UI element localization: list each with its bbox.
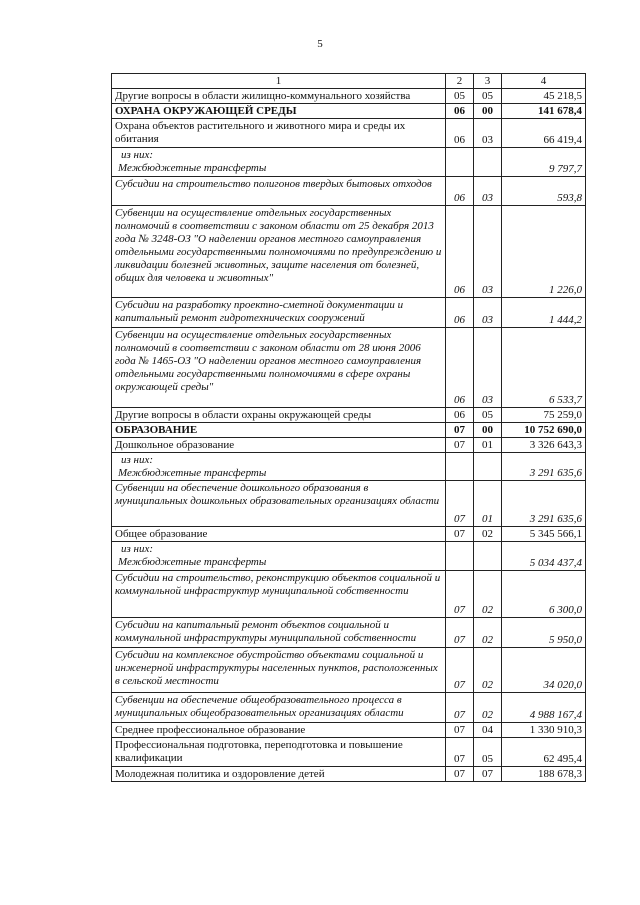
row-name-text: Среднее профессиональное образование bbox=[115, 724, 306, 736]
header-col-name: 1 bbox=[112, 74, 446, 89]
row-name-prefix: из них: bbox=[121, 454, 154, 466]
row-name-text: Молодежная политика и оздоровление детей bbox=[115, 768, 325, 780]
table-row bbox=[112, 481, 586, 527]
row-name-cell bbox=[112, 453, 446, 481]
table-row bbox=[112, 298, 586, 328]
table-row bbox=[112, 527, 586, 542]
row-amount: 4 988 167,4 bbox=[502, 693, 586, 723]
header-col-subsection: 3 bbox=[474, 74, 502, 89]
table-row bbox=[112, 148, 586, 177]
row-amount: 75 259,0 bbox=[502, 408, 586, 423]
table-row bbox=[112, 423, 586, 438]
row-subsection-code: 00 bbox=[474, 104, 502, 119]
row-subsection-code: 03 bbox=[474, 206, 502, 298]
row-amount: 1 444,2 bbox=[502, 298, 586, 328]
row-name-cell bbox=[112, 527, 446, 542]
row-section-code: 07 bbox=[446, 618, 474, 648]
row-name-cell bbox=[112, 298, 446, 328]
row-subsection-code: 03 bbox=[474, 119, 502, 148]
row-section-code: 06 bbox=[446, 177, 474, 206]
row-amount: 6 300,0 bbox=[502, 571, 586, 618]
table-row bbox=[112, 328, 586, 408]
row-subsection-code: 03 bbox=[474, 298, 502, 328]
row-subsection-code: 01 bbox=[474, 438, 502, 453]
row-section-code: 07 bbox=[446, 738, 474, 767]
row-section-code: 06 bbox=[446, 206, 474, 298]
table-row bbox=[112, 89, 586, 104]
table-row bbox=[112, 104, 586, 119]
row-name-text: Дошкольное образование bbox=[115, 439, 235, 451]
row-subsection-code: 05 bbox=[474, 89, 502, 104]
row-section-code: 07 bbox=[446, 438, 474, 453]
row-name-cell bbox=[112, 119, 446, 148]
row-name-cell bbox=[112, 148, 446, 177]
row-section-code: 07 bbox=[446, 693, 474, 723]
table-row bbox=[112, 571, 586, 618]
page-number: 5 bbox=[317, 38, 323, 50]
row-amount: 5 950,0 bbox=[502, 618, 586, 648]
table-row bbox=[112, 119, 586, 148]
row-section-code bbox=[446, 453, 474, 481]
row-name-text: Профессиональная подготовка, переподготовка и повышение квалификации bbox=[115, 739, 403, 764]
budget-table-body bbox=[112, 74, 586, 782]
row-subsection-code: 05 bbox=[474, 738, 502, 767]
row-name-text: Субсидии на комплексное обустройство объектами социальной и инженерной инфраструктуры населенных пунктов, расположенных в сельской местности bbox=[115, 649, 438, 687]
row-name-text: Межбюджетные трансферты bbox=[118, 467, 267, 479]
row-name-cell bbox=[112, 408, 446, 423]
row-amount: 3 291 635,6 bbox=[502, 453, 586, 481]
row-subsection-code: 02 bbox=[474, 618, 502, 648]
row-name-text: Охрана объектов растительного и животного мира и среды их обитания bbox=[115, 120, 406, 145]
table-row bbox=[112, 618, 586, 648]
row-name-text: Общее образование bbox=[115, 528, 208, 540]
table-header-row bbox=[112, 74, 586, 89]
row-section-code: 07 bbox=[446, 767, 474, 782]
row-section-code bbox=[446, 148, 474, 177]
row-name-text: Субвенции на обеспечение общеобразовательного процесса в муниципальных общеобразовательных организациях области bbox=[115, 694, 404, 719]
row-subsection-code: 04 bbox=[474, 723, 502, 738]
header-col-amount: 4 bbox=[502, 74, 586, 89]
row-section-code: 07 bbox=[446, 423, 474, 438]
row-name-cell bbox=[112, 177, 446, 206]
row-amount: 141 678,4 bbox=[502, 104, 586, 119]
row-subsection-code: 07 bbox=[474, 767, 502, 782]
row-subsection-code: 02 bbox=[474, 571, 502, 618]
row-section-code: 07 bbox=[446, 481, 474, 527]
row-section-code: 07 bbox=[446, 648, 474, 693]
row-amount: 1 330 910,3 bbox=[502, 723, 586, 738]
row-subsection-code: 01 bbox=[474, 481, 502, 527]
row-subsection-code: 05 bbox=[474, 408, 502, 423]
row-name-cell bbox=[112, 206, 446, 298]
row-name-cell bbox=[112, 423, 446, 438]
row-amount: 10 752 690,0 bbox=[502, 423, 586, 438]
row-amount: 188 678,3 bbox=[502, 767, 586, 782]
row-name-cell bbox=[112, 104, 446, 119]
row-amount: 34 020,0 bbox=[502, 648, 586, 693]
row-section-code: 06 bbox=[446, 119, 474, 148]
row-amount: 3 291 635,6 bbox=[502, 481, 586, 527]
row-name-prefix: из них: bbox=[121, 149, 154, 161]
row-name-cell bbox=[112, 767, 446, 782]
row-subsection-code: 02 bbox=[474, 648, 502, 693]
table-row bbox=[112, 408, 586, 423]
row-section-code: 05 bbox=[446, 89, 474, 104]
row-name-cell bbox=[112, 648, 446, 693]
row-section-code: 07 bbox=[446, 571, 474, 618]
row-amount: 3 326 643,3 bbox=[502, 438, 586, 453]
row-amount: 9 797,7 bbox=[502, 148, 586, 177]
table-row bbox=[112, 693, 586, 723]
row-amount: 593,8 bbox=[502, 177, 586, 206]
row-name-cell bbox=[112, 542, 446, 571]
table-row bbox=[112, 767, 586, 782]
row-section-code: 06 bbox=[446, 328, 474, 408]
table-row bbox=[112, 438, 586, 453]
row-section-code: 06 bbox=[446, 298, 474, 328]
table-row bbox=[112, 648, 586, 693]
row-section-code: 07 bbox=[446, 723, 474, 738]
row-amount: 5 345 566,1 bbox=[502, 527, 586, 542]
row-name-cell bbox=[112, 723, 446, 738]
row-subsection-code: 02 bbox=[474, 693, 502, 723]
table-row bbox=[112, 738, 586, 767]
row-name-text: Субвенции на осуществление отдельных государственных полномочий в соответствии с законом области от 28 июня 2006 года № 1465-ОЗ "О наделении органов местного самоуправления отдельными государственными полномочиями в сфере охраны окружающей среды" bbox=[115, 329, 422, 393]
table-row bbox=[112, 206, 586, 298]
budget-table bbox=[111, 73, 586, 782]
row-name-text: Другие вопросы в области охраны окружающей среды bbox=[115, 409, 372, 421]
row-name-cell bbox=[112, 738, 446, 767]
row-name-text: Межбюджетные трансферты bbox=[118, 556, 267, 568]
row-name-text: Субсидии на строительство полигонов твердых бытовых отходов bbox=[115, 178, 432, 190]
row-section-code: 06 bbox=[446, 408, 474, 423]
row-amount: 6 533,7 bbox=[502, 328, 586, 408]
row-name-cell bbox=[112, 571, 446, 618]
row-amount: 1 226,0 bbox=[502, 206, 586, 298]
row-name-cell bbox=[112, 89, 446, 104]
row-amount: 66 419,4 bbox=[502, 119, 586, 148]
row-subsection-code bbox=[474, 542, 502, 571]
row-name-text: ОБРАЗОВАНИЕ bbox=[115, 424, 198, 436]
row-name-text: Субвенции на обеспечение дошкольного образования в муниципальных дошкольных образовательных организациях области bbox=[115, 482, 440, 507]
row-subsection-code: 00 bbox=[474, 423, 502, 438]
row-amount: 45 218,5 bbox=[502, 89, 586, 104]
row-subsection-code: 02 bbox=[474, 527, 502, 542]
table-row bbox=[112, 177, 586, 206]
row-name-cell bbox=[112, 328, 446, 408]
row-name-cell bbox=[112, 618, 446, 648]
row-subsection-code bbox=[474, 453, 502, 481]
row-name-cell bbox=[112, 481, 446, 527]
row-subsection-code: 03 bbox=[474, 177, 502, 206]
row-subsection-code bbox=[474, 148, 502, 177]
row-section-code bbox=[446, 542, 474, 571]
row-section-code: 06 bbox=[446, 104, 474, 119]
row-name-text: Субвенции на осуществление отдельных государственных полномочий в соответствии с законом области от 25 декабря 2013 года № 3248-ОЗ "О наделении органов местного самоуправления отдельными государственными полномочиями по предупреждению и ликвидации болезней животных, защите населения от болезней, общих для человека и животных" bbox=[115, 207, 442, 284]
row-section-code: 07 bbox=[446, 527, 474, 542]
row-name-cell bbox=[112, 693, 446, 723]
row-name-text: Межбюджетные трансферты bbox=[118, 162, 267, 174]
row-name-text: Субсидии на разработку проектно-сметной документации и капитальный ремонт гидротехнических сооружений bbox=[115, 299, 404, 324]
row-name-prefix: из них: bbox=[121, 543, 154, 555]
row-subsection-code: 03 bbox=[474, 328, 502, 408]
table-row bbox=[112, 542, 586, 571]
row-name-text: Субсидии на капитальный ремонт объектов социальной и коммунальной инфраструктуры муниципальной собственности bbox=[115, 619, 417, 644]
row-name-text: ОХРАНА ОКРУЖАЮЩЕЙ СРЕДЫ bbox=[115, 105, 297, 117]
table-row bbox=[112, 453, 586, 481]
row-amount: 5 034 437,4 bbox=[502, 542, 586, 571]
header-col-section: 2 bbox=[446, 74, 474, 89]
row-amount: 62 495,4 bbox=[502, 738, 586, 767]
row-name-text: Другие вопросы в области жилищно-коммунального хозяйства bbox=[115, 90, 411, 102]
row-name-text: Субсидии на строительство, реконструкцию объектов социальной и коммунальной инфраструктур муниципальной собственности bbox=[115, 572, 441, 597]
row-name-cell bbox=[112, 438, 446, 453]
table-row bbox=[112, 723, 586, 738]
